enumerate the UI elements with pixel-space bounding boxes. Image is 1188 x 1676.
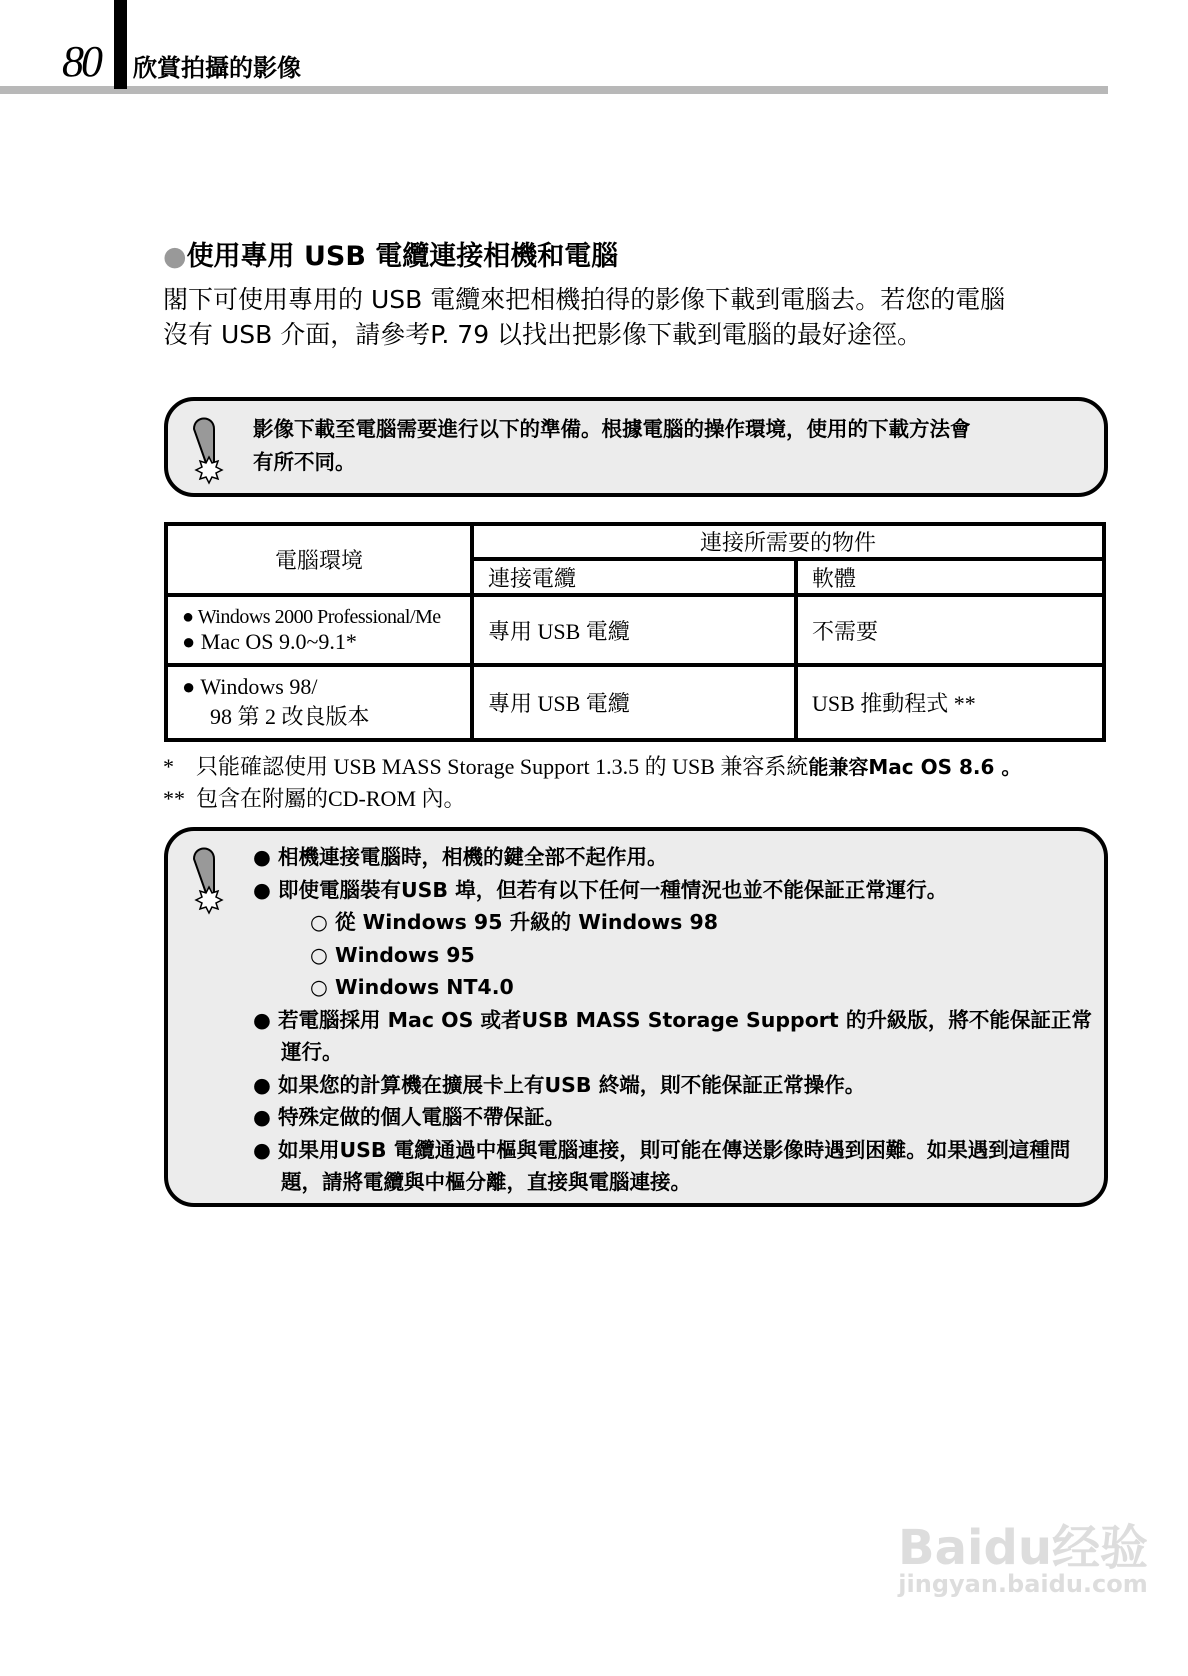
note2-subitem: ○ Windows NT4.0: [310, 975, 514, 999]
cable-cell: 專用 USB 電纜: [472, 595, 796, 665]
note1-line-2: 有所不同。: [253, 449, 356, 474]
env-line: ● Windows 98/: [182, 674, 318, 699]
env-line: ● Windows 2000 Professional/Me: [182, 605, 441, 628]
table-row: [166, 595, 1104, 665]
col-header-cable: 連接電纜: [472, 559, 796, 595]
caution-icon: [184, 415, 234, 485]
intro-line-2: 沒有 USB 介面，請參考P. 79 以找出把影像下載到電腦的最好途徑。: [163, 320, 923, 349]
note1-line-1: 影像下載至電腦需要進行以下的準備。根據電腦的操作環境，使用的下載方法會: [253, 417, 971, 441]
requirements-table: [164, 522, 1106, 742]
footnote-2: [163, 782, 466, 813]
software-cell: USB 推動程式 **: [796, 665, 1104, 740]
footnote-1: [163, 750, 1021, 781]
section-title-text: 使用專用 USB 電纜連接相機和電腦: [186, 241, 619, 272]
page-number: 80: [62, 37, 100, 86]
note2-subitem: ○ 從 Windows 95 升級的 Windows 98: [310, 910, 719, 934]
watermark-url: jingyan.baidu.com: [898, 1570, 1148, 1598]
note-box-1: [164, 397, 1108, 497]
note2-item: ● 如果您的計算機在擴展卡上有USB 終端，則不能保証正常操作。: [253, 1072, 866, 1097]
watermark-brand: Baidu经验: [898, 1520, 1148, 1576]
env-cell: [166, 595, 472, 665]
note2-item: ● 若電腦採用 Mac OS 或者USB MASS Storage Support 的升級版，將不能保証正常運行。: [253, 1007, 1092, 1064]
note2-item: ● 特殊定做的個人電腦不帶保証。: [253, 1105, 566, 1129]
footnote-bold: 能兼容Mac OS 8.6 。: [808, 755, 1022, 779]
note2-item: ● 相機連接電腦時，相機的鍵全部不起作用。: [253, 845, 668, 869]
col-header-software: 軟體: [796, 559, 1104, 595]
bullet-icon: ●: [163, 241, 187, 272]
note2-item: ● 即使電腦裝有USB 埠，但若有以下任何一種情況也並不能保証正常運行。: [253, 877, 948, 902]
footnote-mark: *: [163, 754, 174, 779]
note2-item: ● 如果用USB 電纜通過中樞與電腦連接，則可能在傳送影像時遇到困難。如果遇到這種問題，請將電纜與中樞分離，直接與電腦連接。: [253, 1137, 1071, 1194]
header-rule: [0, 86, 1108, 94]
note-box-2: [164, 827, 1108, 1207]
table-row: [166, 665, 1104, 740]
env-cell: [166, 665, 472, 740]
footnote-mark: **: [163, 786, 185, 811]
header-bar: [114, 0, 127, 89]
env-line: 98 第 2 改良版本: [210, 704, 370, 729]
intro-line-1: 閣下可使用專用的 USB 電纜來把相機拍得的影像下載到電腦去。若您的電腦: [163, 285, 1006, 314]
footnote-text: 只能確認使用 USB MASS Storage Support 1.3.5 的 USB 兼容系統: [196, 754, 809, 779]
caution-icon: [184, 845, 234, 915]
env-line: ● Mac OS 9.0~9.1*: [182, 628, 357, 654]
cable-cell: 專用 USB 電纜: [472, 665, 796, 740]
col-header-group: 連接所需要的物件: [472, 524, 1104, 559]
software-cell: 不需要: [796, 595, 1104, 665]
chapter-title: 欣賞拍攝的影像: [133, 54, 301, 82]
note2-subitem: ○ Windows 95: [310, 942, 475, 967]
watermark-logo: [898, 1520, 1148, 1598]
col-header-env: 電腦環境: [166, 524, 472, 595]
footnote-text: 包含在附屬的CD-ROM 內。: [196, 786, 466, 811]
section-title: [163, 234, 618, 273]
